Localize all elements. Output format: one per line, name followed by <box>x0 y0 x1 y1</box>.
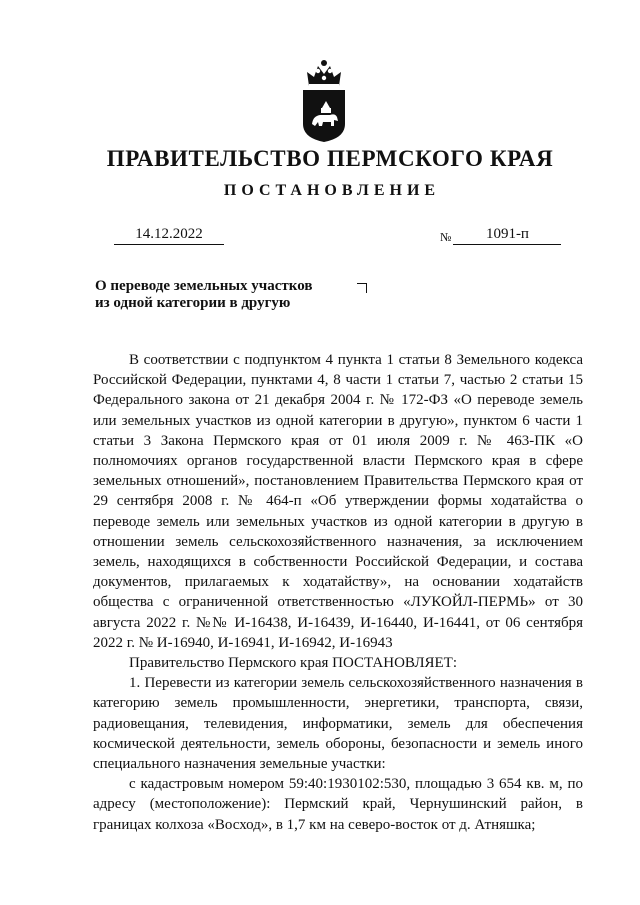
document-body <box>93 350 583 835</box>
parcel-paragraph: с кадастровым номером 59:40:1930102:530, площадью 3 654 кв. м, по адресу (местоположение): Пермский край, Чернушинский район, в границах колхоза «Восход», в 1,7 км на северо-восток от д. Атняшка; <box>93 776 583 833</box>
document-type: ПОСТАНОВЛЕНИЕ <box>223 182 441 199</box>
number-sign: № <box>440 230 452 244</box>
resolves-paragraph: Правительство Пермского края ПОСТАНОВЛЯЕТ: <box>129 655 458 672</box>
document-number-field <box>440 226 561 245</box>
document-subject <box>95 278 335 312</box>
preamble-paragraph: В соответствии с подпунктом 4 пункта 1 статьи 8 Земельного кодекса Российской Федерации, пунктами 4, 8 части 1 статьи 7, частью 2 статьи 15 Федерального закона от 21 декабря 2004 г. № 172-ФЗ «О переводе земель или земельных участков из одной категории в другую», пунктом 6 части 1 статьи 3 Закона Пермского края от 01 июля 2009 г. № 463-ПК «О полномочиях органов государственной власти Пермского края в сфере земельных отношений», постановлением Правительства Пермского края от 29 сентября 2008 г. № 464-п «Об утверждении формы ходатайства о переводе земель или земельных участков из одной категории в другую в отношении земель сельскохозяйственного назначения, за исключением земель, находящихся в собственности Российской Федерации, и состава документов, прилагаемых к ходатайству», на основании ходатайств общества с ограниченной ответственностью «ЛУКОЙЛ-ПЕРМЬ» от 30 августа 2022 г. №№ И-16438, И-16439, И-16440, И-16441, от 06 сентября 2022 г. № И-16940, И-16941, И-16942, И-16943 <box>93 352 583 651</box>
document-date: 14.12.2022 <box>114 226 224 245</box>
corner-mark <box>357 283 367 293</box>
subject-line: из одной категории в другую <box>95 295 291 311</box>
subject-line: О переводе земельных участков <box>95 278 313 294</box>
item-1-paragraph: 1. Перевести из категории земель сельскохозяйственного назначения в категорию земель промышленности, энергетики, транспорта, связи, радиовещания, телевидения, информатики, земель для обеспечения космической деятельности, земель обороны, безопасности и земель иного специального назначения земельные участки: <box>93 675 583 773</box>
organization-title: ПРАВИТЕЛЬСТВО ПЕРМСКОГО КРАЯ <box>106 146 554 171</box>
document-number: 1091-п <box>453 226 561 245</box>
perm-krai-coat-of-arms-icon <box>300 58 348 142</box>
